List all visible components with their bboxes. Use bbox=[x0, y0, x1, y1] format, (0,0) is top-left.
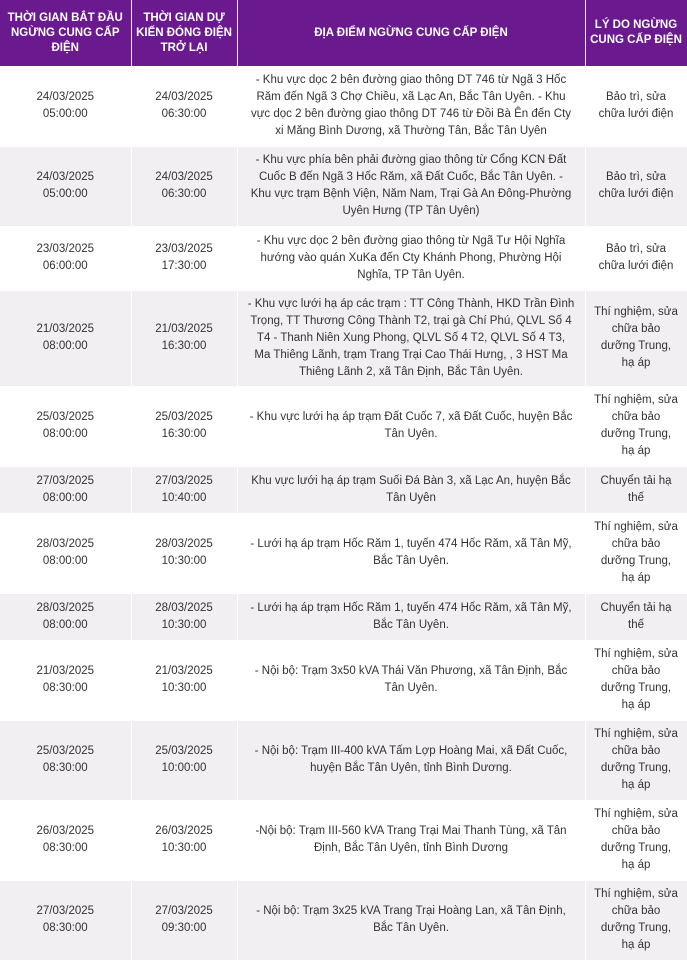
end-time-cell bbox=[131, 593, 237, 640]
end-time-cell bbox=[131, 146, 237, 226]
start-time-cell-text: 05:00:00 bbox=[42, 107, 88, 120]
location-cell-text: - Nội bộ: Trạm 3x50 kVA Thái Văn Phương, xã Tân Định, Bắc Tân Uyên. bbox=[254, 665, 568, 694]
reason-cell-text: Bảo trì, sửa chữa lưới điện bbox=[598, 243, 674, 272]
end-time-cell bbox=[131, 226, 237, 290]
start-time-cell bbox=[0, 880, 131, 960]
reason-cell bbox=[585, 800, 687, 880]
start-time-cell-text: 24/03/2025 bbox=[36, 90, 95, 103]
start-time-cell-text: 27/03/2025 bbox=[36, 474, 95, 487]
header-start-time: THỜI GIAN BẮT ĐẦU NGỪNG CUNG CẤP ĐIỆN bbox=[0, 0, 131, 66]
location-cell-text: Khu vực lưới hạ áp trạm Suối Đá Bàn 3, xã Lạc An, huyện Bắc Tân Uyên bbox=[251, 474, 571, 504]
header-reason: LÝ DO NGỪNG CUNG CẤP ĐIỆN bbox=[585, 0, 687, 66]
table-row bbox=[0, 800, 687, 880]
end-time-cell bbox=[131, 880, 237, 960]
reason-cell-text: Thí nghiệm, sửa chữa bảo dưỡng Trung, hạ áp bbox=[594, 728, 678, 791]
start-time-cell-text: 25/03/2025 bbox=[36, 745, 95, 757]
end-time-cell-text: 26/03/2025 bbox=[155, 825, 213, 837]
reason-cell-text: Chuyển tải hạ thế bbox=[600, 474, 672, 504]
start-time-cell-text: 21/03/2025 bbox=[36, 323, 95, 335]
start-time-cell-text: 06:00:00 bbox=[42, 260, 88, 272]
table-row bbox=[0, 146, 687, 226]
end-time-cell-text: 28/03/2025 bbox=[155, 601, 213, 614]
end-time-cell-text: 23/03/2025 bbox=[155, 243, 213, 255]
end-time-cell bbox=[131, 513, 237, 593]
start-time-cell-text: 27/03/2025 bbox=[36, 905, 95, 917]
reason-cell bbox=[585, 720, 687, 800]
location-cell bbox=[237, 466, 585, 513]
start-time-cell-text: 25/03/2025 bbox=[36, 411, 95, 423]
end-time-cell-text: 17:30:00 bbox=[161, 260, 207, 272]
location-cell-text: - Lưới hạ áp trạm Hốc Răm 1, tuyến 474 Hốc Răm, xã Tân Mỹ, Bắc Tân Uyên. bbox=[250, 601, 572, 631]
start-time-cell-text: 05:00:00 bbox=[42, 188, 88, 200]
end-time-cell-text: 27/03/2025 bbox=[155, 474, 213, 487]
start-time-cell bbox=[0, 386, 131, 466]
reason-cell-text: Thí nghiệm, sửa chữa bảo dưỡng Trung, hạ áp bbox=[594, 808, 678, 871]
reason-cell-text: Thí nghiệm, sửa chữa bảo dưỡng Trung, hạ áp bbox=[594, 888, 678, 951]
end-time-cell-text: 06:30:00 bbox=[161, 107, 207, 120]
location-cell bbox=[237, 640, 585, 720]
reason-cell bbox=[585, 880, 687, 960]
location-cell bbox=[237, 226, 585, 290]
table-row bbox=[0, 290, 687, 386]
end-time-cell-text: 21/03/2025 bbox=[155, 665, 213, 677]
reason-cell-text: Bảo trì, sửa chữa lưới điện bbox=[598, 171, 674, 200]
start-time-cell-text: 08:00:00 bbox=[42, 618, 88, 631]
start-time-cell-text: 23/03/2025 bbox=[36, 243, 95, 255]
location-cell bbox=[237, 290, 585, 386]
start-time-cell bbox=[0, 226, 131, 290]
reason-cell-text: Chuyển tải hạ thế bbox=[600, 601, 672, 631]
end-time-cell-text: 10:30:00 bbox=[161, 842, 207, 854]
start-time-cell-text: 21/03/2025 bbox=[36, 665, 95, 677]
table-row bbox=[0, 66, 687, 146]
end-time-cell-text: 10:30:00 bbox=[161, 618, 207, 631]
end-time-cell-text: 10:00:00 bbox=[161, 762, 207, 774]
location-cell-text: -Nội bộ: Trạm III-560 kVA Trang Trại Mai Thanh Tùng, xã Tân Định, Bắc Tân Uyên, tỉnh Bình Dương bbox=[255, 825, 567, 854]
end-time-cell-text: 06:30:00 bbox=[161, 188, 207, 200]
location-cell bbox=[237, 800, 585, 880]
table-row bbox=[0, 513, 687, 593]
end-time-cell bbox=[131, 466, 237, 513]
end-time-cell bbox=[131, 66, 237, 146]
location-cell-text: - Khu vực dọc 2 bên đường giao thông từ Ngã Tư Hội Nghĩa hướng vào quán XuKa đến Cty Khánh Phong, Phường Hội Nghĩa, TP Tân Uyên. bbox=[256, 234, 566, 281]
start-time-cell-text: 28/03/2025 bbox=[36, 601, 95, 614]
start-time-cell-text: 08:30:00 bbox=[42, 922, 88, 934]
start-time-cell-text: 28/03/2025 bbox=[36, 538, 95, 550]
start-time-cell bbox=[0, 513, 131, 593]
start-time-cell bbox=[0, 800, 131, 880]
reason-cell-text: Thí nghiệm, sửa chữa bảo dưỡng Trung, hạ áp bbox=[594, 521, 678, 584]
location-cell-text: - Khu vực lưới hạ áp các trạm : TT Công Thành, HKD Trần Đình Trọng, TT Thương Công Thành T2, trại gà Chí Phú, QLVL Số 4 T4 - Thanh Niên Xung Phong, QLVL Số 4 T2, QLVL Số 4 T3, Ma Thiêng Lãnh, trạm Trang Trại Cao Thái Hưng, , 3 HST Ma Thiêng Lãnh 2, xã Tân Định, Bắc Tân Uyên. bbox=[247, 297, 575, 378]
start-time-cell-text: 08:30:00 bbox=[42, 842, 88, 854]
start-time-cell-text: 08:00:00 bbox=[42, 491, 88, 504]
reason-cell-text: Thí nghiệm, sửa chữa bảo dưỡng Trung, hạ áp bbox=[594, 306, 678, 369]
reason-cell bbox=[585, 513, 687, 593]
table-row bbox=[0, 640, 687, 720]
reason-cell-text: Thí nghiệm, sửa chữa bảo dưỡng Trung, hạ áp bbox=[594, 394, 678, 457]
location-cell bbox=[237, 146, 585, 226]
table-header-row bbox=[0, 0, 687, 66]
end-time-cell-text: 21/03/2025 bbox=[155, 323, 213, 335]
start-time-cell-text: 24/03/2025 bbox=[36, 171, 95, 183]
end-time-cell-text: 10:40:00 bbox=[161, 491, 207, 504]
location-cell bbox=[237, 386, 585, 466]
end-time-cell bbox=[131, 640, 237, 720]
reason-cell bbox=[585, 386, 687, 466]
location-cell bbox=[237, 66, 585, 146]
header-location: ĐỊA ĐIỂM NGỪNG CUNG CẤP ĐIỆN bbox=[237, 0, 585, 66]
end-time-cell bbox=[131, 800, 237, 880]
start-time-cell bbox=[0, 720, 131, 800]
end-time-cell-text: 24/03/2025 bbox=[155, 171, 213, 183]
reason-cell bbox=[585, 290, 687, 386]
reason-cell-text: Bảo trì, sửa chữa lưới điện bbox=[598, 90, 674, 120]
location-cell-text: - Khu vực phía bên phải đường giao thông từ Cổng KCN Đất Cuốc B đến Ngã 3 Hốc Răm, xã Đất Cuốc, Bắc Tân Uyên. - Khu vực trạm Bệnh Viện, Năm Nam, Trại Gà An Đông-Phường Uyên Hưng (TP Tân Uyên) bbox=[250, 154, 572, 217]
start-time-cell bbox=[0, 466, 131, 513]
reason-cell bbox=[585, 466, 687, 513]
table-row bbox=[0, 466, 687, 513]
end-time-cell-text: 24/03/2025 bbox=[155, 90, 213, 103]
end-time-cell-text: 28/03/2025 bbox=[155, 538, 213, 550]
start-time-cell-text: 08:30:00 bbox=[42, 762, 88, 774]
location-cell-text: - Nội bộ: Trạm 3x25 kVA Trang Trại Hoàng Lan, xã Tân Định, Bắc Tân Uyên. bbox=[256, 905, 566, 934]
table-row bbox=[0, 720, 687, 800]
start-time-cell-text: 08:00:00 bbox=[42, 340, 88, 352]
end-time-cell-text: 25/03/2025 bbox=[155, 411, 213, 423]
end-time-cell-text: 16:30:00 bbox=[161, 428, 207, 440]
end-time-cell-text: 27/03/2025 bbox=[155, 905, 213, 917]
start-time-cell bbox=[0, 290, 131, 386]
location-cell bbox=[237, 720, 585, 800]
end-time-cell bbox=[131, 290, 237, 386]
reason-cell bbox=[585, 146, 687, 226]
start-time-cell-text: 08:00:00 bbox=[42, 555, 88, 567]
location-cell-text: - Khu vực lưới hạ áp trạm Đất Cuốc 7, xã Đất Cuốc, huyện Bắc Tân Uyên. bbox=[249, 411, 573, 440]
start-time-cell bbox=[0, 66, 131, 146]
location-cell-text: - Khu vực dọc 2 bên đường giao thông DT 746 từ Ngã 3 Hốc Răm đến Ngã 3 Chợ Chiều, xã Lạc An, Bắc Tân Uyên. - Khu vực dọc 2 bên đường giao thông DT 746 từ Đồi Bà Ên đến Cty xi Măng Bình Dương, xã Thường Tân, Bắc Tân Uyên bbox=[250, 73, 572, 137]
start-time-cell-text: 26/03/2025 bbox=[36, 825, 95, 837]
table-row bbox=[0, 226, 687, 290]
start-time-cell-text: 08:00:00 bbox=[42, 428, 88, 440]
table-row bbox=[0, 386, 687, 466]
start-time-cell bbox=[0, 640, 131, 720]
reason-cell bbox=[585, 226, 687, 290]
location-cell bbox=[237, 593, 585, 640]
end-time-cell-text: 10:30:00 bbox=[161, 555, 207, 567]
end-time-cell-text: 09:30:00 bbox=[161, 922, 207, 934]
location-cell bbox=[237, 880, 585, 960]
end-time-cell bbox=[131, 720, 237, 800]
table-row bbox=[0, 880, 687, 960]
reason-cell bbox=[585, 593, 687, 640]
location-cell bbox=[237, 513, 585, 593]
reason-cell-text: Thí nghiệm, sửa chữa bảo dưỡng Trung, hạ áp bbox=[594, 648, 678, 711]
reason-cell bbox=[585, 640, 687, 720]
location-cell-text: - Lưới hạ áp trạm Hốc Răm 1, tuyến 474 Hốc Răm, xã Tân Mỹ, Bắc Tân Uyên. bbox=[250, 538, 572, 567]
start-time-cell bbox=[0, 593, 131, 640]
end-time-cell-text: 16:30:00 bbox=[161, 340, 207, 352]
table-row bbox=[0, 593, 687, 640]
start-time-cell bbox=[0, 146, 131, 226]
end-time-cell-text: 25/03/2025 bbox=[155, 745, 213, 757]
start-time-cell-text: 08:30:00 bbox=[42, 682, 88, 694]
reason-cell bbox=[585, 66, 687, 146]
end-time-cell-text: 10:30:00 bbox=[161, 682, 207, 694]
end-time-cell bbox=[131, 386, 237, 466]
header-end-time: THỜI GIAN DỰ KIẾN ĐÓNG ĐIỆN TRỞ LẠI bbox=[131, 0, 237, 66]
location-cell-text: - Nội bộ: Trạm III-400 kVA Tấm Lợp Hoàng Mai, xã Đất Cuốc, huyện Bắc Tân Uyên, tỉnh Bình Dương. bbox=[254, 745, 568, 774]
